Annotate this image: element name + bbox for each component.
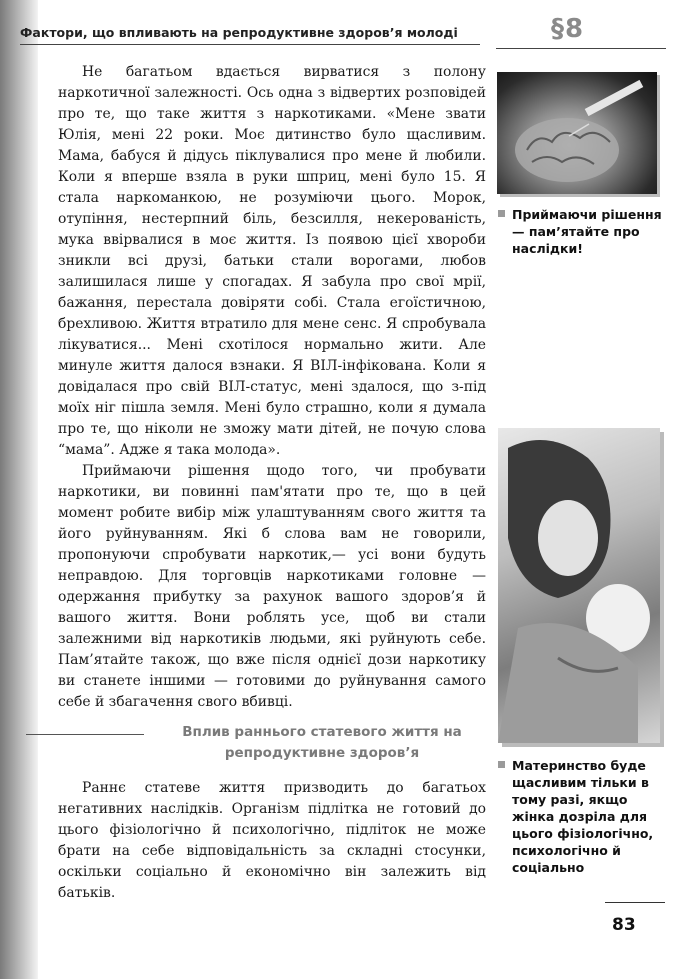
mother-child-illustration: [498, 428, 660, 743]
subheading: Вплив раннього статевого життя на репродуктивне здоров’я: [182, 724, 462, 761]
paragraph-3: Раннє статеве життя призводить до багатьох негативних наслідків. Організм підлітка не готовий до цього фізіологічно й психологічно, підліток не може брати на себе відповідальність за складні стосунки, оскільки соціально й економічно він залежить від батьків.: [58, 780, 486, 901]
mother-child-photo: [498, 428, 660, 743]
page-edge-shadow: [0, 0, 38, 979]
caption-decisions: [512, 206, 662, 257]
subheading-block: [26, 722, 486, 770]
caption-motherhood: [512, 757, 662, 876]
brain-syringe-photo: [497, 72, 657, 194]
bullet-square-icon: [498, 210, 505, 217]
running-header: [20, 18, 480, 45]
section-badge: [496, 10, 666, 49]
running-title: Фактори, що впливають на репродуктивне здоров’я молоді: [20, 25, 458, 40]
section-number: §8: [551, 14, 585, 44]
caption-motherhood-text: Материнство буде щасливим тільки в тому разі, якщо жінка дозріла для цього фізіологічно, психологічно й соціально: [512, 758, 654, 875]
main-text-2: [58, 778, 486, 904]
page-number: 83: [612, 915, 636, 935]
subheading-rule: [26, 734, 144, 735]
brain-syringe-illustration: [497, 72, 657, 194]
paragraph-1: Не багатьом вдається вирватися з полону наркотичної залежності. Ось одна з відвертих розповідей про те, що таке життя з наркотиками. «Мене звати Юлія, мені 22 роки. Моє дитинство було щасливим. Мама, бабуся й дідусь піклувалися про мене й любили. Коли я вперше взяла в руки шприц, мені було 15. Я стала наркоманкою, не розуміючи цього. Морок, отупіння, нестерпний біль, безсилля, некерованість, мука ввірвалися в моє життя. Із появою цієї хвороби зникли всі друзі, батьки стали ворогами, любов залишилася лише у спогадах. Я забула про свої мрії, бажання, перестала довіряти собі. Стала егоїстичною, брехливою. Життя втратило для мене сенс. Я спробувала лікуватися... Мені схотілося нормально жити. Але минуле життя далося взнаки. Я ВІЛ-інфікована. Коли я довідалася про свій ВІЛ-статус, мені здалося, що з-під моїх ніг пішла земля. Мені було страшно, коли я думала про те, що ніколи не зможу мати дітей, не почую слова “мама”. Адже я така молода».: [58, 64, 486, 458]
footer-rule: [605, 902, 665, 903]
bullet-square-icon: [498, 761, 505, 768]
caption-decisions-text: Приймаючи рішення — пам’ятайте про наслідки!: [512, 207, 662, 256]
main-text: [58, 62, 486, 713]
paragraph-2: Приймаючи рішення щодо того, чи пробувати наркотики, ви повинні пам'ятати про те, що в цей момент робите вибір між улаштуванням свого життя та його руйнуванням. Які б слова вам не говорили, пропонуючи спробувати наркотик,— усі вони будуть неправдою. Для торговців наркотиками головне — одержання прибутку за рахунок вашого здоров’я й вашого життя. Вони роблять усе, щоб ви стали залежними від наркотиків людьми, які руйнують себе. Пам’ятайте також, що вже після однієї дози наркотику ви станете іншими — готовими до руйнування самого себе й збагачення свого вбивці.: [58, 463, 486, 710]
